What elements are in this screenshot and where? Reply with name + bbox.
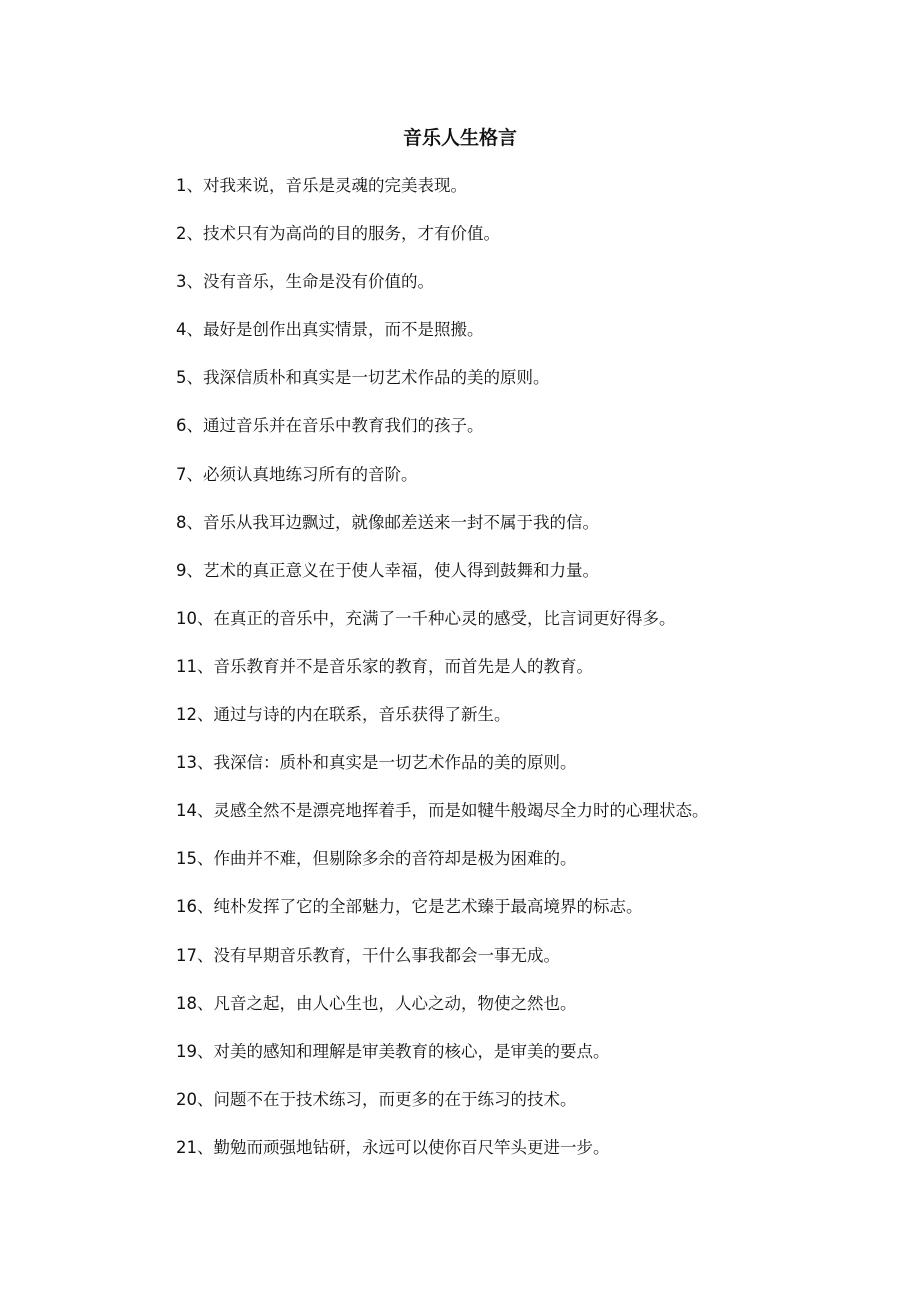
quote-item: 3、没有音乐，生命是没有价值的。 — [176, 272, 434, 292]
quote-item: 6、通过音乐并在音乐中教育我们的孩子。 — [176, 416, 484, 436]
quote-item: 7、必须认真地练习所有的音阶。 — [176, 464, 418, 484]
quote-item: 13、我深信：质朴和真实是一切艺术作品的美的原则。 — [176, 753, 577, 773]
quote-item: 4、最好是创作出真实情景，而不是照搬。 — [176, 320, 484, 340]
quote-item: 11、音乐教育并不是音乐家的教育，而首先是人的教育。 — [176, 656, 593, 676]
quote-item: 16、纯朴发挥了它的全部魅力，它是艺术臻于最高境界的标志。 — [176, 897, 643, 917]
quote-item: 14、灵感全然不是漂亮地挥着手，而是如犍牛般竭尽全力时的心理状态。 — [176, 801, 709, 821]
quote-item: 9、艺术的真正意义在于使人幸福，使人得到鼓舞和力量。 — [176, 560, 599, 580]
quote-item: 10、在真正的音乐中，充满了一千种心灵的感受，比言词更好得多。 — [176, 608, 676, 628]
quote-item: 8、音乐从我耳边飘过，就像邮差送来一封不属于我的信。 — [176, 512, 599, 532]
quote-item: 20、问题不在于技术练习，而更多的在于练习的技术。 — [176, 1089, 577, 1109]
quote-item: 17、没有早期音乐教育，干什么事我都会一事无成。 — [176, 945, 560, 965]
quote-item: 19、对美的感知和理解是审美教育的核心，是审美的要点。 — [176, 1041, 610, 1061]
quote-list — [176, 170, 876, 1180]
quote-item: 12、通过与诗的内在联系，音乐获得了新生。 — [176, 705, 511, 725]
quote-item: 18、凡音之起，由人心生也，人心之动，物使之然也。 — [176, 993, 577, 1013]
quote-item: 1、对我来说，音乐是灵魂的完美表现。 — [176, 176, 467, 195]
quote-item: 15、作曲并不难，但剔除多余的音符却是极为困难的。 — [176, 849, 577, 869]
document-title: 音乐人生格言 — [402, 127, 517, 149]
quote-item: 21、勤勉而顽强地钻研，永远可以使你百尺竿头更进一步。 — [176, 1137, 610, 1157]
quote-item: 5、我深信质朴和真实是一切艺术作品的美的原则。 — [176, 368, 550, 388]
quote-item: 2、技术只有为高尚的目的服务，才有价值。 — [176, 224, 500, 244]
